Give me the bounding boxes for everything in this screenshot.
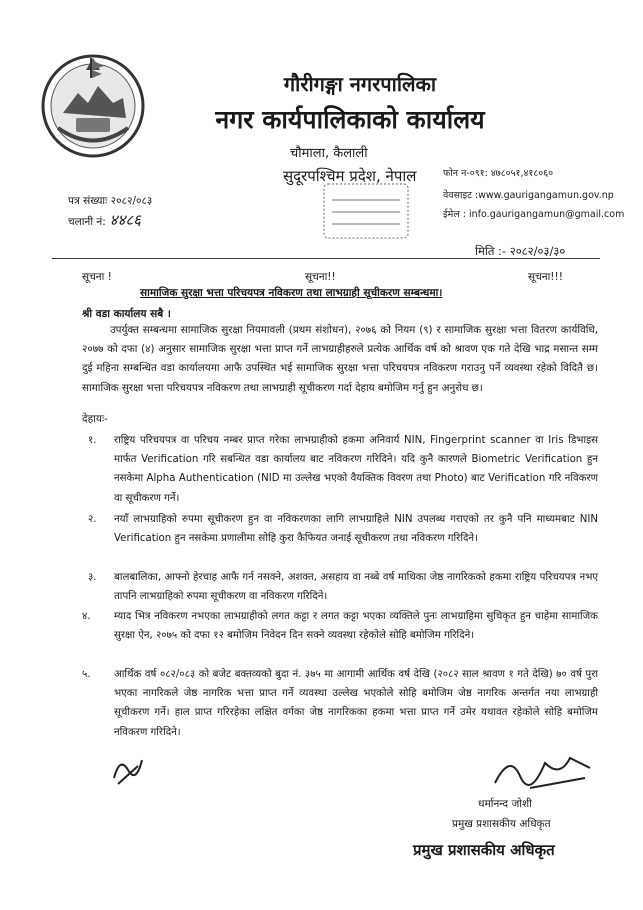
notice-label-3: सूचना!!! <box>528 271 563 283</box>
header-divider <box>52 258 600 259</box>
list-item-text: म्याद भित्र नविकरण नभएका लाभग्राहीको लगत कट्टा र लगत कट्टा भएका व्यक्तिले पुनः लाभग्राहिमा सुचिकृत हुन चाहेमा सामाजिक सुरक्षा ऐन, २०७५ को दफा १२ बमोजिम निवेदन दिन सक्ने व्यवस्था रहेकोले सोहि बमोजिम गरिदिने। <box>114 611 598 642</box>
notice-label-1: सूचना ! <box>82 271 112 283</box>
officer-signature <box>490 748 600 793</box>
addressee: श्री वडा कार्यालय सबै । <box>82 308 171 320</box>
list-item <box>88 431 598 508</box>
office-name: नगर कार्यपालिकाको कार्यालय <box>215 105 485 134</box>
list-item-text: बालबालिका, आफ्नो हेरचाह आफै गर्न नसक्ने, अशक्त, असहाय वा नब्बे वर्ष माथिका जेष्ठ नागरिकको हकमा राष्ट्रिय परिचयपत्र नभए तापनि लाभग्राहिको रुपमा सूचीकरण वा नविकरण गरिदिने। <box>114 572 598 603</box>
letter-subject: सामाजिक सुरक्षा भत्ता परिचयपत्र नविकरण तथा लाभग्राही सूचीकरण सम्बन्धमा। <box>140 287 443 299</box>
designation-stamp: प्रमुख प्रशासकीय अधिकृत <box>413 841 555 859</box>
list-item-number: ५. <box>82 669 91 680</box>
list-item <box>82 665 598 742</box>
signatory-name: धर्मानन्द जोशी <box>478 798 532 810</box>
letter-date: मिति :- २०८२/०३/३० <box>475 244 566 258</box>
list-item-number: ३. <box>88 572 97 583</box>
phone-number: फोन न-०९१: ४७८०५१,४१८०६० <box>443 168 554 179</box>
chalani-number <box>68 210 141 230</box>
list-item-text: नयाँ लाभग्राहिको रुपमा सूचीकरण हुन वा नविकरणका लागि लाभग्राहिले NIN उपलब्ध गराएको तर कुनै पनि माध्यमबाट NIN Verification हुन नसकेमा प्रणालीमा सोहि कुरा कैफियत जनाई सूचीकरण तथा नविकरण गरिदिने। <box>114 514 598 545</box>
list-item-text: आर्थिक वर्ष ०८२/०८३ को बजेट बक्तव्यको बुदा नं. ३७५ मा आगामी आर्थिक वर्ष देखि (२०८२ साल श्रावण १ गते देखि) ७० वर्ष पुरा भएका नागरिकले जेष्ठ नागरिक भत्ता प्राप्त गर्ने व्यवस्था उल्लेख भएकोले सोहि बमोजिम जेष्ठ नागरिक अन्तर्गत नया लाभग्राही सूचीकरण गर्ने। हाल प्राप्त गरिरहेका लक्षित वर्गका जेष्ठ नागरिकका हकमा भत्ता प्राप्त गर्ने उमेर यथावत रहेकोले सोहि बमोजिम नविकरण गरिदिने। <box>114 669 598 738</box>
list-item-text: राष्ट्रिय परिचयपत्र वा परिचय नम्बर प्राप्त गरेका लाभग्राहीको हकमा अनिवार्य NIN, Fingerprint scanner वा Iris डिभाइस मार्फत Verification गरि सबन्धित वडा कार्यालय बाट नविकरण गरिदिने। यदि कुनै कारणले Biometric Verification हुन नसकेमा Alpha Authentication (NID मा उल्लेख भएको वैयक्तिक विवरण तथा Photo) बाट Verification गरि नविकरण वा सूचीकरण गर्ने। <box>114 435 598 504</box>
office-location: चौमाला, कैलाली <box>290 146 368 161</box>
list-item <box>88 568 598 606</box>
website: वेवसाइट :www.gaurigangamun.gov.np <box>443 190 614 201</box>
chalani-label: चलानी नं: <box>68 216 106 228</box>
list-item <box>82 607 598 645</box>
province-name: सुदूरपश्चिम प्रदेश, नेपाल <box>283 167 417 185</box>
chalani-value: ४४८६ <box>109 211 141 229</box>
dehaya-label: देहायः- <box>82 413 108 425</box>
municipality-name: गौरीगङ्गा नगरपालिका <box>283 72 437 96</box>
office-stamp <box>322 182 410 240</box>
list-item-number: १. <box>88 435 97 446</box>
signatory-title: प्रमुख प्रशासकीय अधिकृत <box>452 818 551 830</box>
notice-label-2: सूचना!! <box>305 271 336 283</box>
initials-signature <box>108 748 152 792</box>
list-item <box>88 510 598 548</box>
list-item-number: २. <box>88 514 97 525</box>
nepal-emblem-logo <box>38 48 148 163</box>
list-item-number: ४. <box>82 611 91 622</box>
letter-number: पत्र संख्याः २०८२/०८३ <box>68 195 153 207</box>
email: ईमेल : info.gaurigangamun@gmail.com <box>443 209 625 220</box>
body-paragraph: उपर्युक्त सम्बन्धमा सामाजिक सुरक्षा नियमावली (प्रथम संशोधन), २०७६ को नियम (९) र सामाजिक सुरक्षा भत्ता वितरण कार्यविधि, २०७७ को दफा (४) अनुसार सामाजिक सुरक्षा भत्ता प्राप्त गर्ने लाभग्राहीहरुले प्रत्येक आर्थिक वर्ष को श्रावण एक गते देखि भाद्र मसान्त सम्म दुई महिना सम्बन्धित वडा कार्यालयमा आफै उपस्थित भई सामाजिक सुरक्षा भत्ता परिचयपत्र नविकरण गराउनु पर्ने व्यवस्था रहेको विदितै छ। सामाजिक सुरक्षा भत्ता परिचयपत्र नविकरण तथा लाभग्राही सूचीकरण गर्दा देहाय बमोजिम गर्नु हुन अनुरोध छ। <box>82 324 598 394</box>
